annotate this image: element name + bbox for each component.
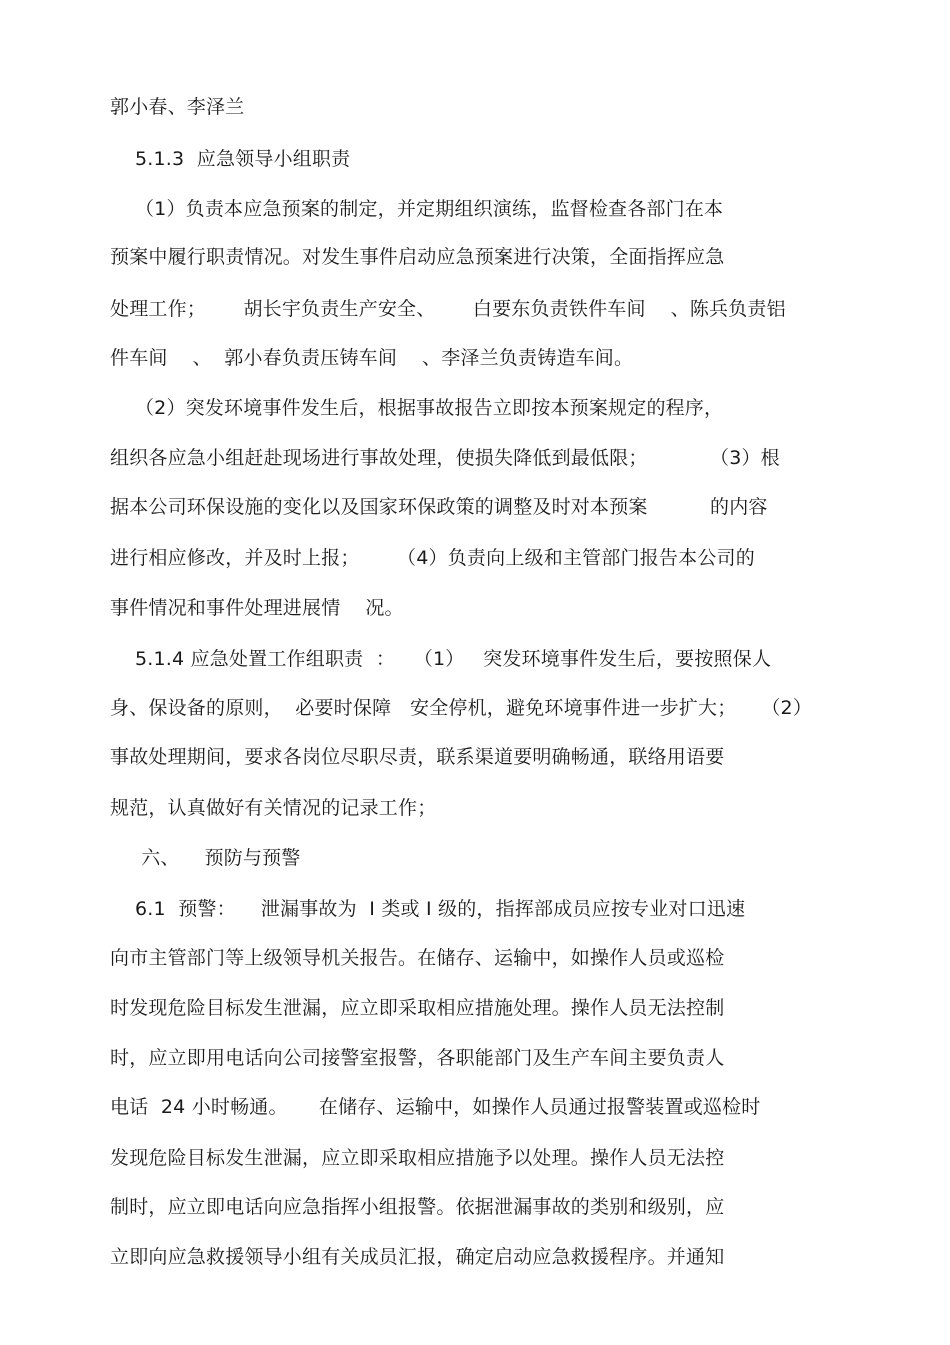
text-line: 立即向应急救援领导小组有关成员汇报，确定启动应急救援程序。并通知 <box>110 1246 725 1268</box>
text-line: 据本公司环保设施的变化以及国家环保政策的调整及时对本预案 的内容 <box>110 496 768 518</box>
text-line: 时发现危险目标发生泄漏，应立即采取相应措施处理。操作人员无法控制 <box>110 997 725 1019</box>
text-line: 进行相应修改，并及时上报； （4）负责向上级和主管部门报告本公司的 <box>110 547 755 569</box>
text-line: （2）突发环境事件发生后，根据事故报告立即按本预案规定的程序， <box>110 397 724 419</box>
text-line: 事件情况和事件处理进展情 况。 <box>110 597 404 619</box>
text-line: 向市主管部门等上级领导机关报告。在储存、运输中，如操作人员或巡检 <box>110 947 725 969</box>
text-line: 制时，应立即电话向应急指挥小组报警。依据泄漏事故的类别和级别，应 <box>110 1196 725 1218</box>
text-line: 郭小春、李泽兰 <box>110 96 245 118</box>
text-line: 件车间 、 郭小春负责压铸车间 、李泽兰负责铸造车间。 <box>110 347 634 369</box>
text-line: （1）负责本应急预案的制定，并定期组织演练，监督检查各部门在本 <box>110 198 724 220</box>
text-line: 事故处理期间，要求各岗位尽职尽责，联系渠道要明确畅通，联络用语要 <box>110 746 725 768</box>
text-line: 组织各应急小组赶赴现场进行事故处理，使损失降低到最低限； （3）根 <box>110 447 780 469</box>
text-line: 身、保设备的原则， 必要时保障 安全停机，避免环境事件进一步扩大； （2） <box>110 697 813 719</box>
text-line: 电话 24 小时畅通。 在储存、运输中，如操作人员通过报警装置或巡检时 <box>110 1096 761 1118</box>
text-line: 发现危险目标发生泄漏，应立即采取相应措施予以处理。操作人员无法控 <box>110 1147 725 1169</box>
section-heading-6-1: 6.1 预警： 泄漏事故为 Ⅰ 类或 Ⅰ 级的，指挥部成员应按专业对口迅速 <box>110 898 746 920</box>
chapter-heading-6: 六、 预防与预警 <box>110 847 301 869</box>
section-heading-5-1-4: 5.1.4 应急处置工作组职责 ： （1） 突发环境事件发生后，要按照保人 <box>110 648 772 670</box>
text-line: 时，应立即用电话向公司接警室报警，各职能部门及生产车间主要负责人 <box>110 1047 725 1069</box>
text-line: 预案中履行职责情况。对发生事件启动应急预案进行决策，全面指挥应急 <box>110 246 725 268</box>
text-line: 规范，认真做好有关情况的记录工作； <box>110 797 437 819</box>
section-heading-5-1-3: 5.1.3 应急领导小组职责 <box>110 148 351 170</box>
text-line: 处理工作； 胡长宇负责生产安全、 白要东负责铁件车间 、陈兵负责铝 <box>110 298 786 320</box>
